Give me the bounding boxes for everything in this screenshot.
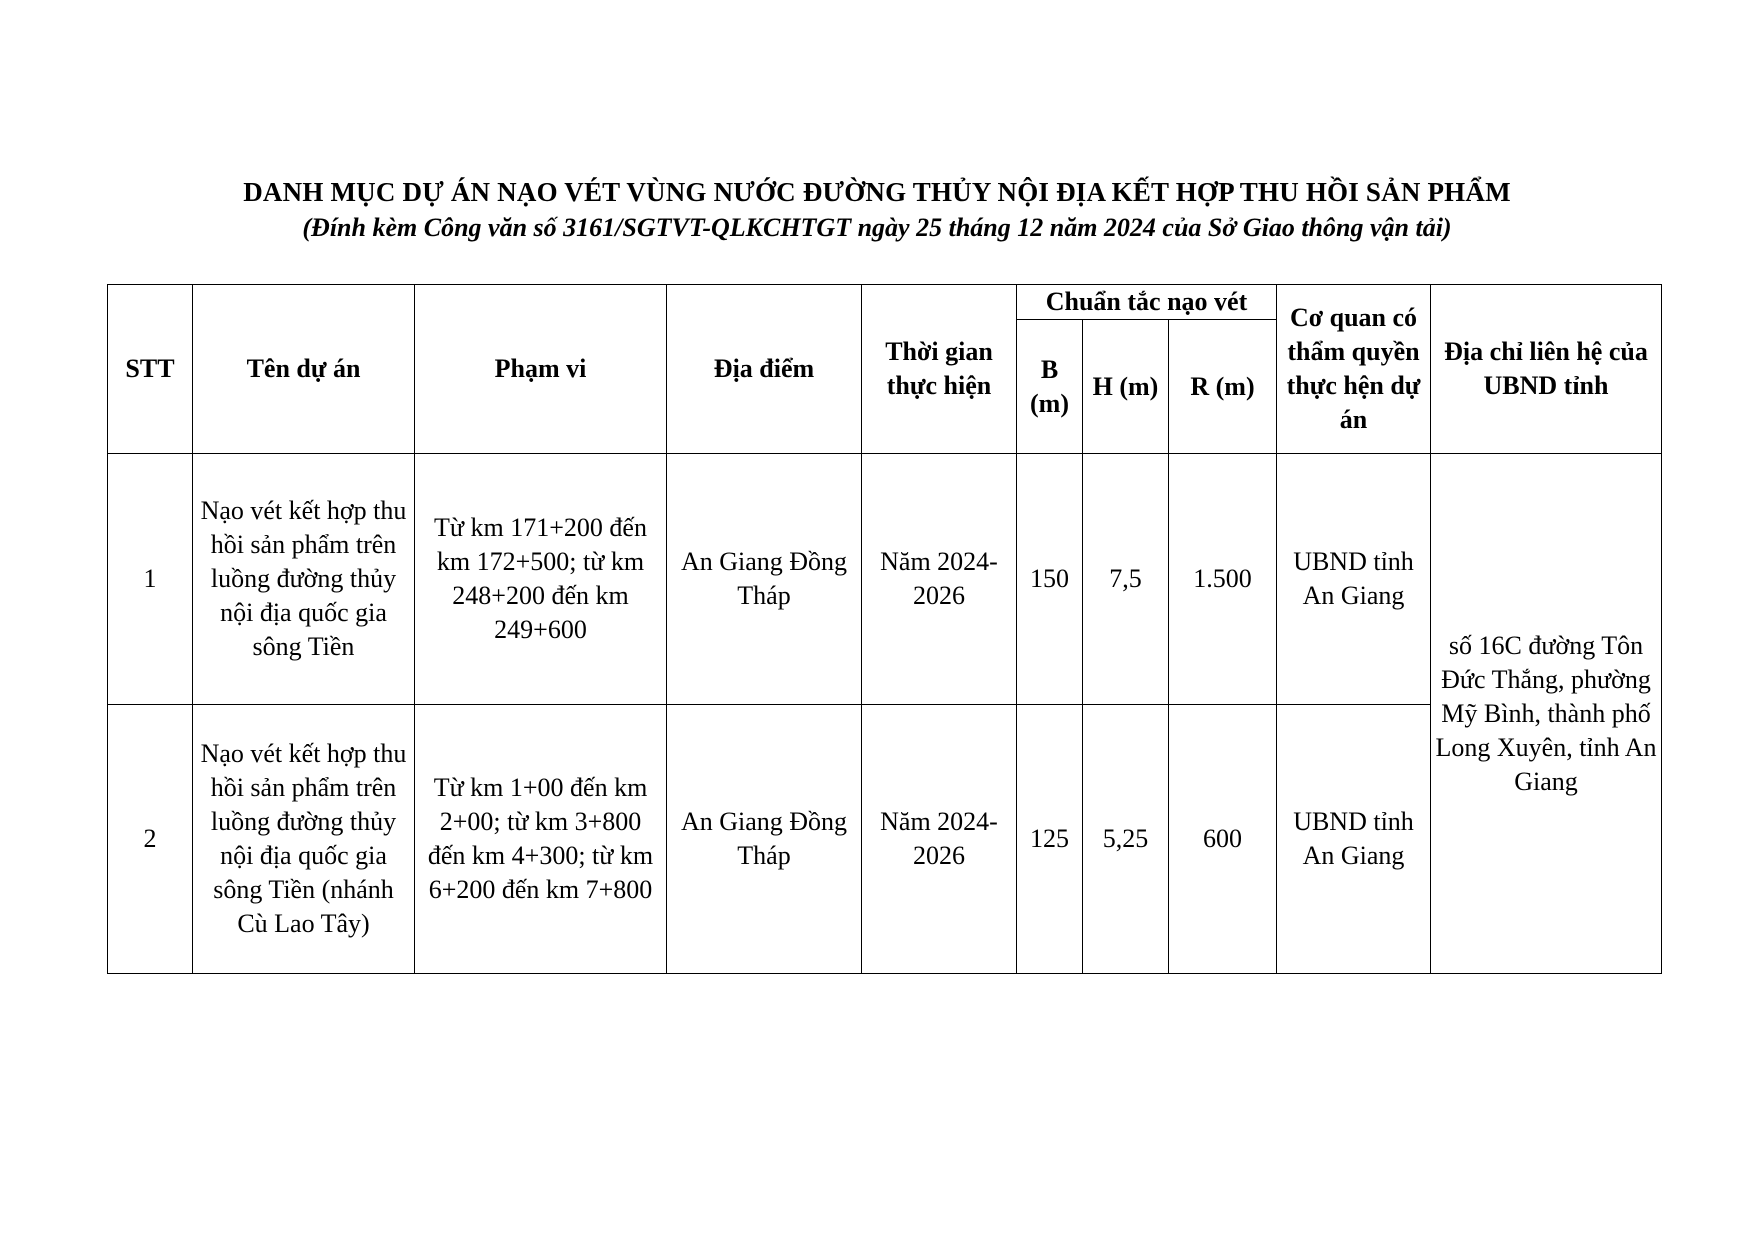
cell-scope: Từ km 171+200 đến km 172+500; từ km 248+200 đến km 249+600 [415, 454, 667, 705]
cell-stt: 2 [108, 705, 193, 974]
cell-authority: UBND tỉnh An Giang [1277, 454, 1431, 705]
cell-duration: Năm 2024-2026 [862, 705, 1017, 974]
cell-r: 1.500 [1169, 454, 1277, 705]
cell-location: An Giang Đồng Tháp [667, 705, 862, 974]
cell-h: 7,5 [1083, 454, 1169, 705]
header-scope: Phạm vi [415, 285, 667, 454]
cell-contact-address: số 16C đường Tôn Đức Thắng, phường Mỹ Bình, thành phố Long Xuyên, tỉnh An Giang [1431, 454, 1662, 974]
cell-stt: 1 [108, 454, 193, 705]
header-h: H (m) [1083, 320, 1169, 454]
cell-location: An Giang Đồng Tháp [667, 454, 862, 705]
header-contact-address: Địa chỉ liên hệ của UBND tỉnh [1431, 285, 1662, 454]
cell-scope: Từ km 1+00 đến km 2+00; từ km 3+800 đến km 4+300; từ km 6+200 đến km 7+800 [415, 705, 667, 974]
cell-duration: Năm 2024-2026 [862, 454, 1017, 705]
header-project-name: Tên dự án [193, 285, 415, 454]
header-dredging-standard: Chuẩn tắc nạo vét [1017, 285, 1277, 320]
document-subtitle: (Đính kèm Công văn số 3161/SGTVT-QLKCHTGT ngày 25 tháng 12 năm 2024 của Sở Giao thông vận tải) [302, 213, 1452, 242]
cell-h: 5,25 [1083, 705, 1169, 974]
cell-authority: UBND tỉnh An Giang [1277, 705, 1431, 974]
header-r: R (m) [1169, 320, 1277, 454]
header-duration: Thời gian thực hiện [862, 285, 1017, 454]
cell-project-name: Nạo vét kết hợp thu hồi sản phẩm trên luồng đường thủy nội địa quốc gia sông Tiền [193, 454, 415, 705]
table-row [108, 705, 1662, 974]
cell-b: 125 [1017, 705, 1083, 974]
header-b: B (m) [1017, 320, 1083, 454]
cell-b: 150 [1017, 454, 1083, 705]
header-location: Địa điểm [667, 285, 862, 454]
cell-r: 600 [1169, 705, 1277, 974]
table-row [108, 454, 1662, 705]
cell-project-name: Nạo vét kết hợp thu hồi sản phẩm trên luồng đường thủy nội địa quốc gia sông Tiền (nhánh Cù Lao Tây) [193, 705, 415, 974]
header-stt: STT [108, 285, 193, 454]
project-table [107, 284, 1662, 974]
document-title: DANH MỤC DỰ ÁN NẠO VÉT VÙNG NƯỚC ĐƯỜNG THỦY NỘI ĐỊA KẾT HỢP THU HỒI SẢN PHẨM [243, 177, 1511, 207]
header-authority: Cơ quan có thẩm quyền thực hện dự án [1277, 285, 1431, 454]
